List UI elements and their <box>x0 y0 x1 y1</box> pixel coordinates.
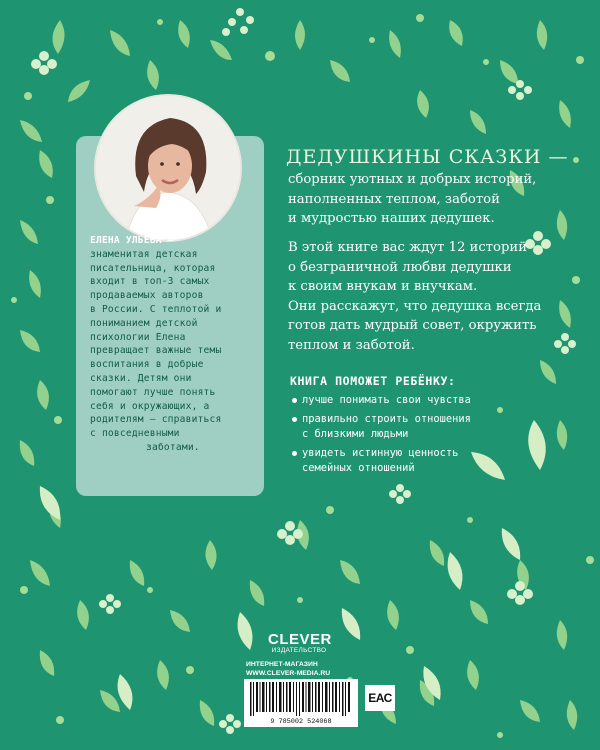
bio-line: знаменитая детская <box>90 248 198 260</box>
bio-line: заботами. <box>146 441 200 453</box>
bio-line: воспитания в добрые <box>90 359 204 371</box>
benefit-line: семейных отношений <box>302 462 415 474</box>
barcode <box>244 679 358 727</box>
benefit-line: лучше понимать свои чувства <box>302 394 471 406</box>
bio-line: пониманием детской <box>90 317 198 329</box>
publisher-logo-subtitle: ИЗДАТЕЛЬСТВО <box>271 647 327 654</box>
barcode-bars-icon <box>244 679 358 719</box>
bio-line: родителям — справиться <box>90 414 222 426</box>
shop-label: ИНТЕРНЕТ-МАГАЗИН <box>246 661 318 668</box>
publisher-logo <box>268 632 330 654</box>
book-intro <box>288 170 588 229</box>
bullet-dot-icon <box>292 451 297 456</box>
benefits-heading: КНИГА ПОМОЖЕТ РЕБЁНКУ: <box>290 374 456 388</box>
author-photo <box>94 94 242 242</box>
benefit-line: увидеть истинную ценность <box>302 447 459 459</box>
shop-url: WWW.CLEVER-MEDIA.RU <box>246 669 331 677</box>
description-line: о безграничной любви дедушки <box>288 259 512 275</box>
benefit-item <box>292 393 592 408</box>
shop-info <box>246 661 366 678</box>
bullet-dot-icon <box>292 417 297 422</box>
intro-line: сборник уютных и добрых историй, <box>288 172 537 187</box>
author-portrait-illustration <box>96 96 240 240</box>
bio-line: входит в топ-3 самых <box>90 276 210 288</box>
benefits-list <box>292 393 592 480</box>
bio-line: продаваемых авторов <box>90 290 204 302</box>
benefit-line: правильно строить отношения <box>302 413 471 425</box>
description-line: к своим внукам и внучкам. <box>288 279 478 294</box>
book-title: ДЕДУШКИНЫ СКАЗКИ — <box>286 146 569 168</box>
intro-line: наполненных теплом, заботой <box>288 191 500 207</box>
benefit-item <box>292 446 592 476</box>
barcode-number: 9 785002 524068 <box>270 718 332 726</box>
benefit-line: с близкими людьми <box>302 428 409 440</box>
bio-line: в России. С теплотой и <box>90 303 222 315</box>
intro-line: и мудростью наших дедушек. <box>288 211 495 226</box>
publisher-logo-text: CLEVER <box>268 631 332 648</box>
eac-certification-mark: ЕАС <box>365 685 395 711</box>
author-bio <box>90 234 258 455</box>
description-line: В этой книге вас ждут 12 историй <box>288 240 527 255</box>
description-line: готов дать мудрый совет, окружить <box>288 318 537 333</box>
bio-line: с повседневными <box>90 428 180 440</box>
bio-line: превращает важные темы <box>90 345 222 357</box>
description-line: теплом и заботой. <box>288 337 415 353</box>
author-name: ЕЛЕНА УЛЬЕВА — <box>90 235 174 246</box>
bio-line: психологии Елена <box>90 331 186 343</box>
bio-line: себя и окружающих, а <box>90 400 210 412</box>
bio-line: сказки. Детям они <box>90 372 192 384</box>
description-line: Они расскажут, что дедушка всегда <box>288 298 542 314</box>
bio-line: помогают лучше понять <box>90 386 216 398</box>
bullet-dot-icon <box>292 398 297 403</box>
bio-line: писательница, которая <box>90 262 216 274</box>
book-description <box>288 238 588 355</box>
benefit-item <box>292 412 592 442</box>
